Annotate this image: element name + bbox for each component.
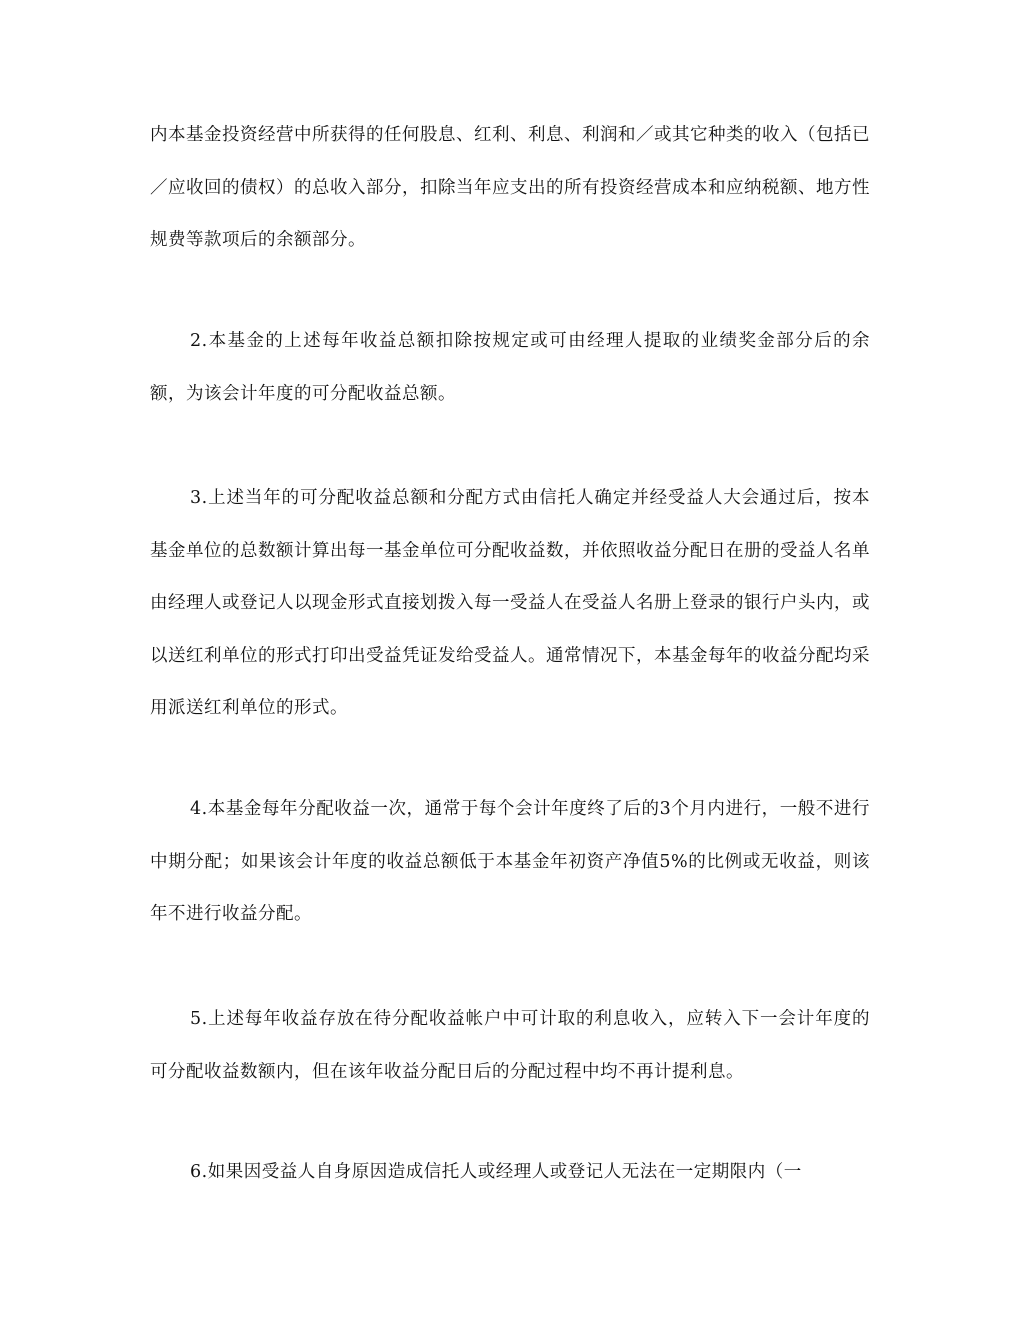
paragraph-text: 4.本基金每年分配收益一次，通常于每个会计年度终了后的3个月内进行，一般不进行中期分配；如果该会计年度的收益总额低于本基金年初资产净值5%的比例或无收益，则该年不进行收益分配。 bbox=[150, 799, 870, 924]
paragraph-text: 2.本基金的上述每年收益总额扣除按规定或可由经理人提取的业绩奖金部分后的余额，为该会计年度的可分配收益总额。 bbox=[150, 331, 870, 404]
paragraph-continuation bbox=[150, 109, 870, 267]
paragraph-item-4 bbox=[150, 783, 870, 941]
paragraph-text: 3.上述当年的可分配收益总额和分配方式由信托人确定并经受益人大会通过后，按本基金单位的总数额计算出每一基金单位可分配收益数，并依照收益分配日在册的受益人名单由经理人或登记人以现金形式直接划拨入每一受益人在受益人名册上登录的银行户头内，或以送红利单位的形式打印出受益凭证发给受益人。通常情况下，本基金每年的收益分配均采用派送红利单位的形式。 bbox=[150, 488, 870, 718]
paragraph-item-5 bbox=[150, 993, 870, 1098]
paragraph-text: 6.如果因受益人自身原因造成信托人或经理人或登记人无法在一定期限内（一 bbox=[190, 1162, 802, 1182]
paragraph-text: 5.上述每年收益存放在待分配收益帐户中可计取的利息收入，应转入下一会计年度的可分配收益数额内，但在该年收益分配日后的分配过程中均不再计提利息。 bbox=[150, 1009, 870, 1082]
paragraph-item-6 bbox=[150, 1146, 870, 1199]
paragraph-item-2 bbox=[150, 315, 870, 420]
paragraph-item-3 bbox=[150, 472, 870, 735]
paragraph-text: 内本基金投资经营中所获得的任何股息、红利、利息、利润和／或其它种类的收入（包括已／应收回的债权）的总收入部分，扣除当年应支出的所有投资经营成本和应纳税额、地方性规费等款项后的余额部分。 bbox=[150, 125, 870, 250]
